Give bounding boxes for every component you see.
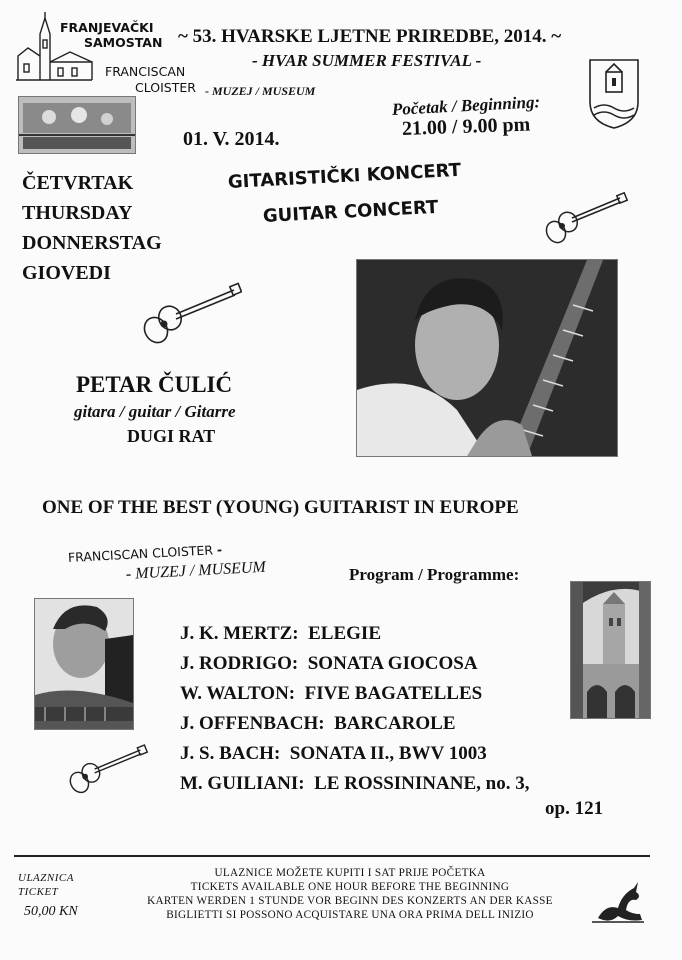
performer-name: PETAR ČULIĆ [76, 372, 233, 397]
program-work: FIVE BAGATELLES [304, 683, 483, 704]
day-en: THURSDAY [22, 202, 133, 224]
program-work: LE ROSSININANE, no. 3, [314, 773, 530, 794]
venue-line2: - MUZEJ / MUSEUM [125, 558, 267, 583]
cloister-hr-line1: FRANJEVAČKI [60, 20, 154, 35]
ticket-label-hr: ULAZNICA [18, 872, 74, 884]
festival-subtitle: - HVAR SUMMER FESTIVAL - [252, 51, 482, 70]
program-composer: J. OFFENBACH: [180, 713, 325, 734]
program-heading: Program / Programme: [349, 565, 520, 584]
ticket-price: 50,00 KN [24, 904, 78, 919]
venue-line1: FRANCISCAN CLOISTER - [67, 541, 223, 565]
museum-label: - MUZEJ / MUSEUM [205, 84, 316, 98]
program-composer: M. GUILIANI: [180, 773, 305, 794]
program-composer: J. S. BACH: [180, 743, 281, 764]
concert-title-hr: GITARISTIČKI KONCERT [227, 159, 462, 193]
program-work: ELEGIE [308, 623, 381, 644]
altar-painting-image [18, 96, 136, 154]
performer-photo [356, 259, 618, 457]
concert-title-en: GUITAR CONCERT [262, 196, 439, 227]
day-it: GIOVEDI [22, 262, 111, 284]
program-composer: W. WALTON: [180, 683, 296, 704]
footer-line-hr: ULAZNICE MOŽETE KUPITI I SAT PRIJE POČETKA [214, 867, 486, 879]
footer-notice [120, 866, 580, 922]
beginning-label: Početak / Beginning: [391, 92, 541, 119]
ticket-label-en: TICKET [18, 886, 59, 898]
footer-line-de: KARTEN WERDEN 1 STUNDE VOR BEGINN DES KONZERTS AN DER KASSE [147, 895, 553, 907]
program-item-cont: op. 121 [545, 798, 604, 819]
program-item [180, 743, 487, 765]
program-item [180, 683, 482, 705]
guitar-icon [68, 742, 148, 798]
footer-divider [14, 855, 650, 857]
program-work: SONATA II., BWV 1003 [289, 743, 487, 764]
venue-line1-text: FRANCISCAN CLOISTER [67, 542, 214, 565]
program-item [180, 653, 478, 675]
footer-line-it: BIGLIETTI SI POSSONO ACQUISTARE UNA ORA PRIMA DELL INIZIO [166, 909, 534, 921]
day-hr: ČETVRTAK [22, 172, 134, 194]
coat-of-arms-icon [586, 58, 642, 130]
performer-photo-2 [34, 598, 134, 730]
program-work: SONATA GIOCOSA [307, 653, 478, 674]
cloister-name-hr [60, 20, 162, 50]
day-list [22, 168, 162, 288]
cloister-photo [570, 581, 651, 719]
guitar-icon [142, 282, 242, 346]
guitar-icon [544, 192, 628, 246]
program-work: BARCAROLE [334, 713, 456, 734]
cloister-en-line1: FRANCISCAN [105, 64, 186, 79]
program-composer: J. RODRIGO: [180, 653, 299, 674]
program-composer: J. K. MERTZ: [180, 623, 299, 644]
footer-line-en: TICKETS AVAILABLE ONE HOUR BEFORE THE BEGINNING [190, 881, 510, 893]
day-de: DONNERSTAG [22, 232, 162, 254]
dragon-emblem-icon [592, 880, 644, 924]
festival-title: ~ 53. HVARSKE LJETNE PRIREDBE, 2014. ~ [178, 26, 562, 47]
venue-line2-text: MUZEJ / MUSEUM [134, 558, 267, 583]
performer-instrument: gitara / guitar / Gitarre [74, 402, 236, 421]
program-item [180, 713, 456, 735]
cloister-en-line2: CLOISTER [135, 80, 196, 95]
program-item [180, 773, 529, 795]
event-date: 01. V. 2014. [183, 128, 280, 150]
cloister-hr-line2: SAMOSTAN [84, 35, 163, 50]
cloister-name-en [105, 64, 185, 79]
tagline: ONE OF THE BEST (YOUNG) GUITARIST IN EUROPE [42, 497, 519, 518]
program-item [180, 623, 381, 645]
performer-city: DUGI RAT [127, 426, 216, 446]
beginning-time: 21.00 / 9.00 pm [401, 113, 531, 140]
